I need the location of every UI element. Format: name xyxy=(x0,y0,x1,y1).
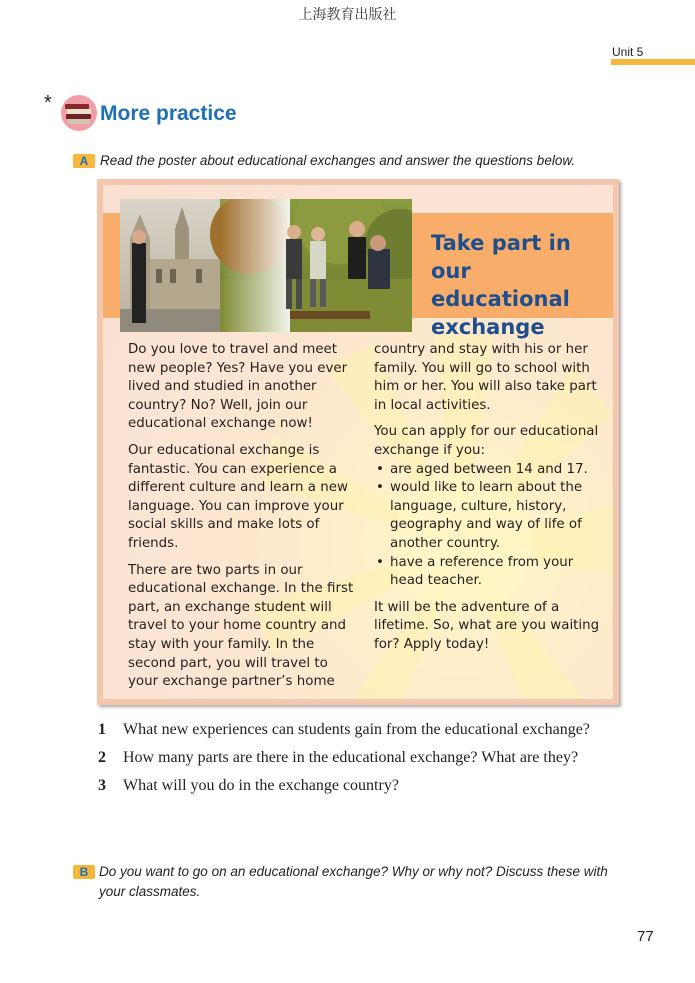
question-number: 3 xyxy=(98,777,106,794)
page-number: 77 xyxy=(637,928,654,945)
poster-paragraph: It will be the adventure of a lifetime. So, what are you waiting for? Apply today! xyxy=(374,599,600,652)
list-item: • are aged between 14 and 17. xyxy=(374,461,606,480)
poster-paragraph: country and stay with his or her family. You will go to school with him or her. You will also take part in local activities. xyxy=(374,342,597,413)
poster-paragraph: Our educational exchange is fantastic. You can experience a different culture and learn a new language. You can improve your social skills and make lots of friends. xyxy=(128,442,348,551)
poster-paragraph: There are two parts in our educational exchange. In the first part, an exchange student will travel to your home country and stay with your family. In the second part, you will travel to your exchange partner’s home xyxy=(128,562,354,690)
questions-list xyxy=(98,719,598,803)
list-item: • would like to learn about the language, culture, history, geography and way of life of another country. xyxy=(374,479,606,553)
question-text: How many parts are there in the educational exchange? What are they? xyxy=(123,749,579,766)
publisher-header: 上海教育出版社 xyxy=(298,7,397,23)
exchange-students-photo xyxy=(120,199,412,332)
poster-paragraph: Do you love to travel and meet new people? Yes? Have you ever lived and studied in another country? No? Well, join our educational exchange now! xyxy=(128,342,348,432)
poster-right-column xyxy=(374,341,606,663)
task-a-letter: A xyxy=(73,154,95,168)
books-icon xyxy=(60,94,98,132)
poster-background xyxy=(103,185,613,699)
task-b-instruction: Do you want to go on an educational exchange? Why or why not? Discuss these with your classmates. xyxy=(99,864,608,899)
question-number: 1 xyxy=(98,721,106,738)
question-item xyxy=(98,775,598,797)
eligibility-list xyxy=(374,461,606,591)
poster-headline: Take part in our educational exchange xyxy=(431,231,571,339)
poster-left-column xyxy=(128,341,360,699)
question-text: What will you do in the exchange country? xyxy=(123,777,399,794)
question-item xyxy=(98,719,598,741)
list-item: • have a reference from your head teacher. xyxy=(374,554,606,591)
poster-paragraph: You can apply for our educational exchange if you: xyxy=(374,424,599,458)
unit-underline xyxy=(611,59,695,65)
question-item xyxy=(98,747,598,769)
task-a-instruction: Read the poster about educational exchanges and answer the questions below. xyxy=(100,153,576,168)
unit-label: Unit 5 xyxy=(612,45,644,59)
question-text: What new experiences can students gain from the educational exchange? xyxy=(123,721,590,738)
poster xyxy=(97,179,619,705)
question-number: 2 xyxy=(98,749,106,766)
task-b-letter: B xyxy=(73,865,95,879)
optional-marker: * xyxy=(44,92,52,114)
section-title: More practice xyxy=(100,102,237,125)
